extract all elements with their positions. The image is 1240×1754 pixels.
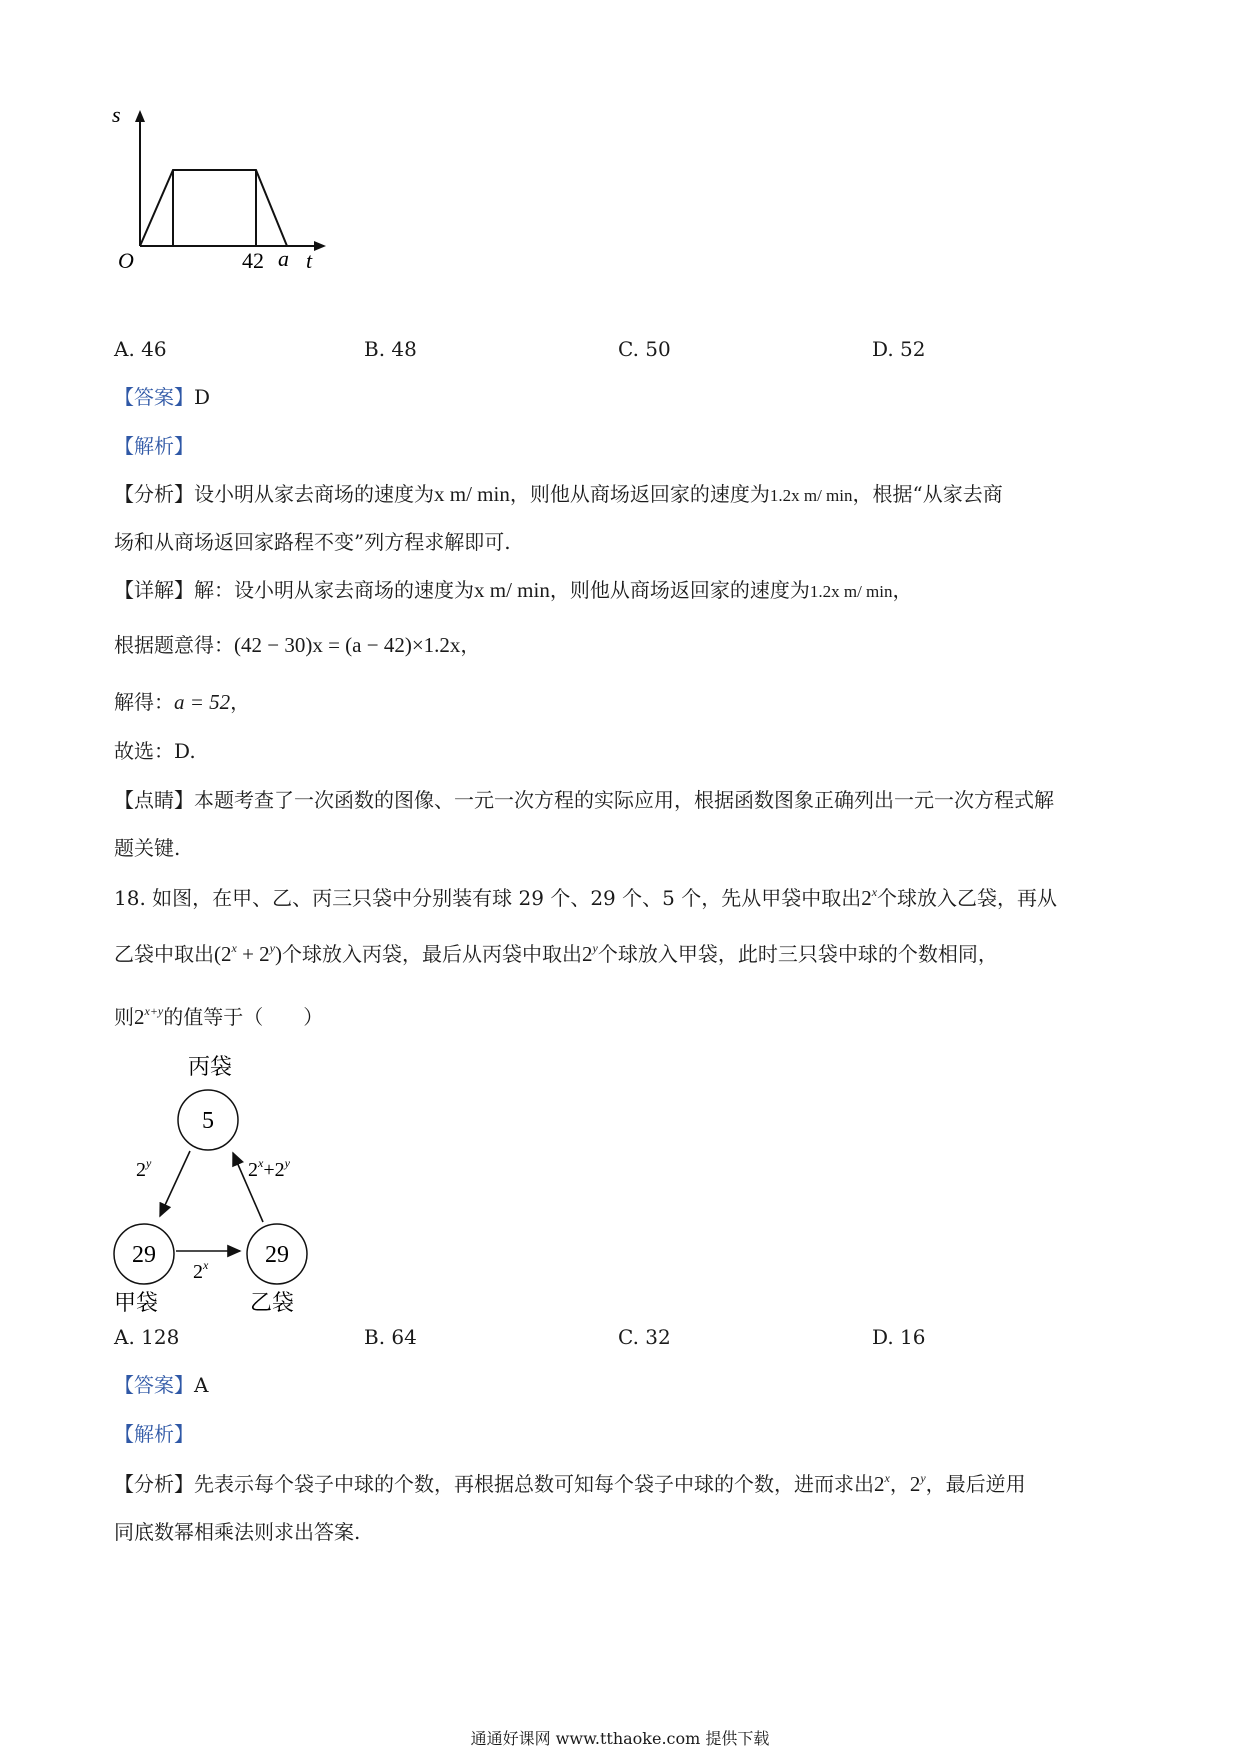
stem-text: 个球放入甲袋，此时三只袋中球的个数相同， [597,942,998,966]
q18-option-d: D. 16 [872,1325,926,1349]
fenxi-text: ，则他从商场返回家的速度为 [509,482,770,506]
q17-analysis-tag: 【解析】 [114,434,194,458]
q17-choose: 故选：D. [114,739,196,763]
stem-text: 的值等于（ ） [163,1005,324,1029]
xiangjie-text: ， [892,578,913,602]
expr-2x-plus-2y: $(2^x + 2^y)$ [214,941,282,966]
bag-top-value: 5 [202,1108,214,1134]
graph-tick-42: 42 [242,248,264,273]
stem-text: 个球放入乙袋，再从 [877,886,1058,910]
fenxi-tag: 【分析】 [114,482,194,506]
bag-right-label: 乙袋 [250,1290,295,1315]
q17-option-d: D. 52 [872,337,926,361]
q17-dianjing-line2: 题关键. [114,836,181,860]
bag-left-value: 29 [132,1242,156,1268]
fenxi-text: 先表示每个袋子中球的个数，再根据总数可知每个袋子中球的个数，进而求出 [194,1472,874,1496]
xiangjie-tag: 【详解】 [114,578,194,602]
q18-option-b: B. 64 [364,1325,417,1349]
stem-text: 则 [114,1005,134,1029]
bags-diagram [100,1048,340,1318]
bag-left-label: 甲袋 [114,1290,159,1315]
equation: (42 − 30)x = (a − 42)×1.2x [234,633,461,657]
q18-option-a: A. 128 [114,1325,180,1349]
q17-answer [114,385,210,409]
speed-1: x m/ min [474,578,550,602]
solve-intro: 解得： [114,690,174,714]
answer-tag: 【答案】 [114,385,194,409]
answer-value: D [194,385,211,409]
stem-text: 18. 如图，在甲、乙、丙三只袋中分别装有球 29 个、29 个、5 个，先从甲袋中取出 [114,886,862,910]
fenxi-text: ，最后逆用 [925,1472,1026,1496]
page-footer: 通通好课网 www.tthaoke.com 提供下载 [470,1729,770,1748]
edge-label-2y: 2$^y$ [136,1156,152,1181]
expr-2y: 2$^y$ [582,941,598,966]
fenxi-text: ，根据“从家去商 [852,482,1003,506]
stem-text: 乙袋中取出 [114,942,214,966]
q18-fenxi: 【分析】先表示每个袋子中球的个数，再根据总数可知每个袋子中球的个数，进而求出2$^x$，2$^y$，最后逆用 [114,1471,1026,1496]
q18-stem-line1 [114,885,1057,911]
expr-2x: 2$^x$ [874,1471,890,1496]
equation-end: ， [460,633,481,657]
answer-tag: 【答案】 [114,1373,194,1397]
fenxi-tag: 【分析】 [114,1472,194,1496]
xiangjie-text: ，则他从商场返回家的速度为 [549,578,810,602]
q18-stem-line2 [114,941,998,967]
xiangjie-text: 解：设小明从家去商场的速度为 [194,578,474,602]
answer-value: A [194,1373,209,1397]
edge-label-2x: 2$^x$ [193,1258,209,1283]
q18-answer [114,1373,208,1397]
q17-option-a: A. 46 [114,337,167,361]
distance-time-graph [110,108,330,308]
q17-solve-line [114,690,250,715]
q17-equation-line [114,633,480,658]
edge-label-2x-plus-2y: $2^x+2^y$ [248,1156,290,1181]
q17-fenxi [114,482,1003,507]
q17-option-c: C. 50 [618,337,671,361]
equation-intro: 根据题意得： [114,633,234,657]
solve-end: ， [230,690,251,714]
fenxi-text: 设小明从家去商场的速度为 [194,482,434,506]
q17-dianjing [114,788,1054,812]
graph-tick-a: a [278,246,289,271]
dianjing-tag: 【点睛】 [114,788,194,812]
graph-ylabel: s [112,108,121,127]
speed-1: x m/ min [434,482,510,506]
arrow-top-to-left [160,1151,190,1216]
speed-2: 1.2x m/ min [809,582,893,601]
expr-2x-plus-y: $2^{x+y}$ [134,1004,164,1029]
stem-text: 个球放入丙袋，最后从丙袋中取出 [282,942,582,966]
bag-top-label: 丙袋 [188,1054,233,1079]
expr-2x: 2$^x$ [861,885,878,910]
bag-right-value: 29 [265,1242,289,1268]
q18-analysis-tag: 【解析】 [114,1422,194,1446]
graph-origin: O [118,248,134,273]
graph-xlabel: t [306,248,313,273]
dianjing-text: 本题考查了一次函数的图像、一元一次方程的实际应用，根据函数图象正确列出一元一次方程式解 [194,788,1054,812]
speed-2: 1.2x m/ min [769,486,853,505]
solution: a = 52 [174,690,231,714]
q18-fenxi-line2: 同底数幂相乘法则求出答案. [114,1520,361,1544]
q18-stem-line3 [114,1004,323,1030]
q17-fenxi-line2: 场和从商场返回家路程不变”列方程求解即可. [114,530,511,554]
q17-option-b: B. 48 [364,337,417,361]
expr-2y: 2$^y$ [909,1471,926,1496]
q17-xiangjie [114,578,913,603]
q18-option-c: C. 32 [618,1325,671,1349]
